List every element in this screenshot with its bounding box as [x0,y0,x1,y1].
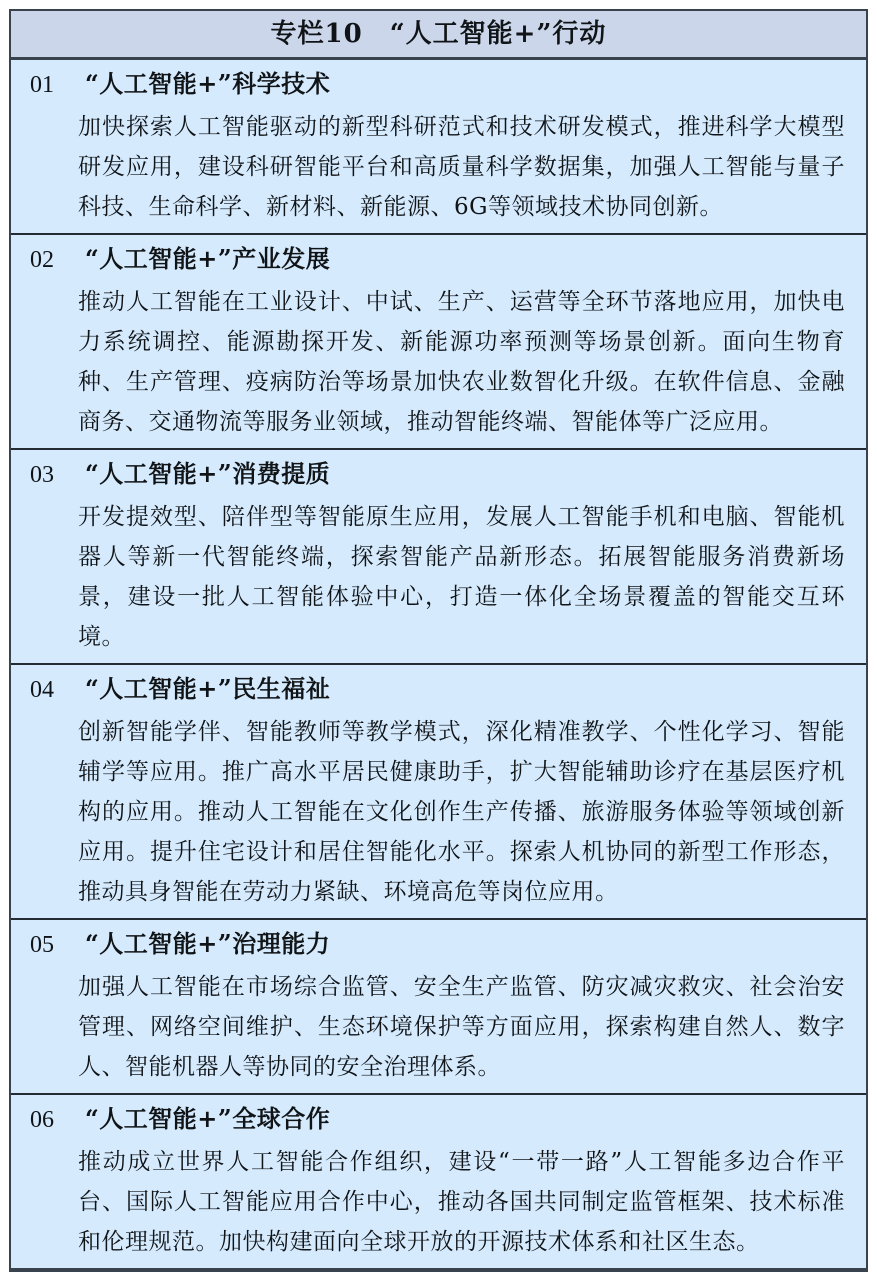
section-number: 04 [30,677,54,703]
section-head [11,1097,866,1142]
section [11,1093,866,1268]
section-title: “人工智能+”民生福祉 [85,674,331,703]
sections [11,60,866,1268]
section-head [11,922,866,967]
section-body: 创新智能学伴、智能教师等教学模式，深化精准教学、个性化学习、智能辅学等应用。推广高水平居民健康助手，扩大智能辅助诊疗在基层医疗机构的应用。推动人工智能在文化创作生产传播、旅游服务体验等领域创新应用。提升住宅设计和居住智能化水平。探索人机协同的新型工作形态，推动具身智能在劳动力紧缺、环境高危等岗位应用。 [78,719,845,905]
section-title: “人工智能+”消费提质 [85,459,331,488]
section-number: 06 [30,1107,54,1133]
section-title: “人工智能+”产业发展 [85,244,331,273]
section-number: 03 [30,462,54,488]
section [11,918,866,1093]
section-title: “人工智能+”治理能力 [85,929,331,958]
section-head [11,237,866,282]
section-body: 推动人工智能在工业设计、中试、生产、运营等全环节落地应用，加快电力系统调控、能源勘探开发、新能源功率预测等场景创新。面向生物育种、生产管理、疫病防治等场景加快农业数智化升级。在软件信息、金融商务、交通物流等服务业领域，推动智能终端、智能体等广泛应用。 [78,289,845,435]
section-body: 开发提效型、陪伴型等智能原生应用，发展人工智能手机和电脑、智能机器人等新一代智能终端，探索智能产品新形态。拓展智能服务消费新场景，建设一批人工智能体验中心，打造一体化全场景覆盖的智能交互环境。 [78,504,845,650]
section-body: 加强人工智能在市场综合监管、安全生产监管、防灾减灾救灾、社会治安管理、网络空间维护、生态环境保护等方面应用，探索构建自然人、数字人、智能机器人等协同的安全治理体系。 [78,974,845,1080]
section [11,448,866,663]
section-number: 02 [30,247,54,273]
section-head [11,667,866,712]
section-number: 05 [30,932,54,958]
section-title: “人工智能+”全球合作 [85,1104,331,1133]
section [11,663,866,918]
column-10-panel [9,9,868,1272]
panel-title: 专栏10 “人工智能+”行动 [11,11,866,60]
section [11,233,866,448]
section-number: 01 [30,72,54,98]
section-body: 加快探索人工智能驱动的新型科研范式和技术研发模式，推进科学大模型研发应用，建设科研智能平台和高质量科学数据集，加强人工智能与量子科技、生命科学、新材料、新能源、6G等领域技术协同创新。 [78,114,845,220]
section-head [11,62,866,107]
section-title: “人工智能+”科学技术 [85,69,331,98]
section-body: 推动成立世界人工智能合作组织，建设“一带一路”人工智能多边合作平台、国际人工智能应用合作中心，推动各国共同制定监管框架、技术标准和伦理规范。加快构建面向全球开放的开源技术体系和社区生态。 [78,1149,845,1255]
section-head [11,452,866,497]
section [11,60,866,233]
